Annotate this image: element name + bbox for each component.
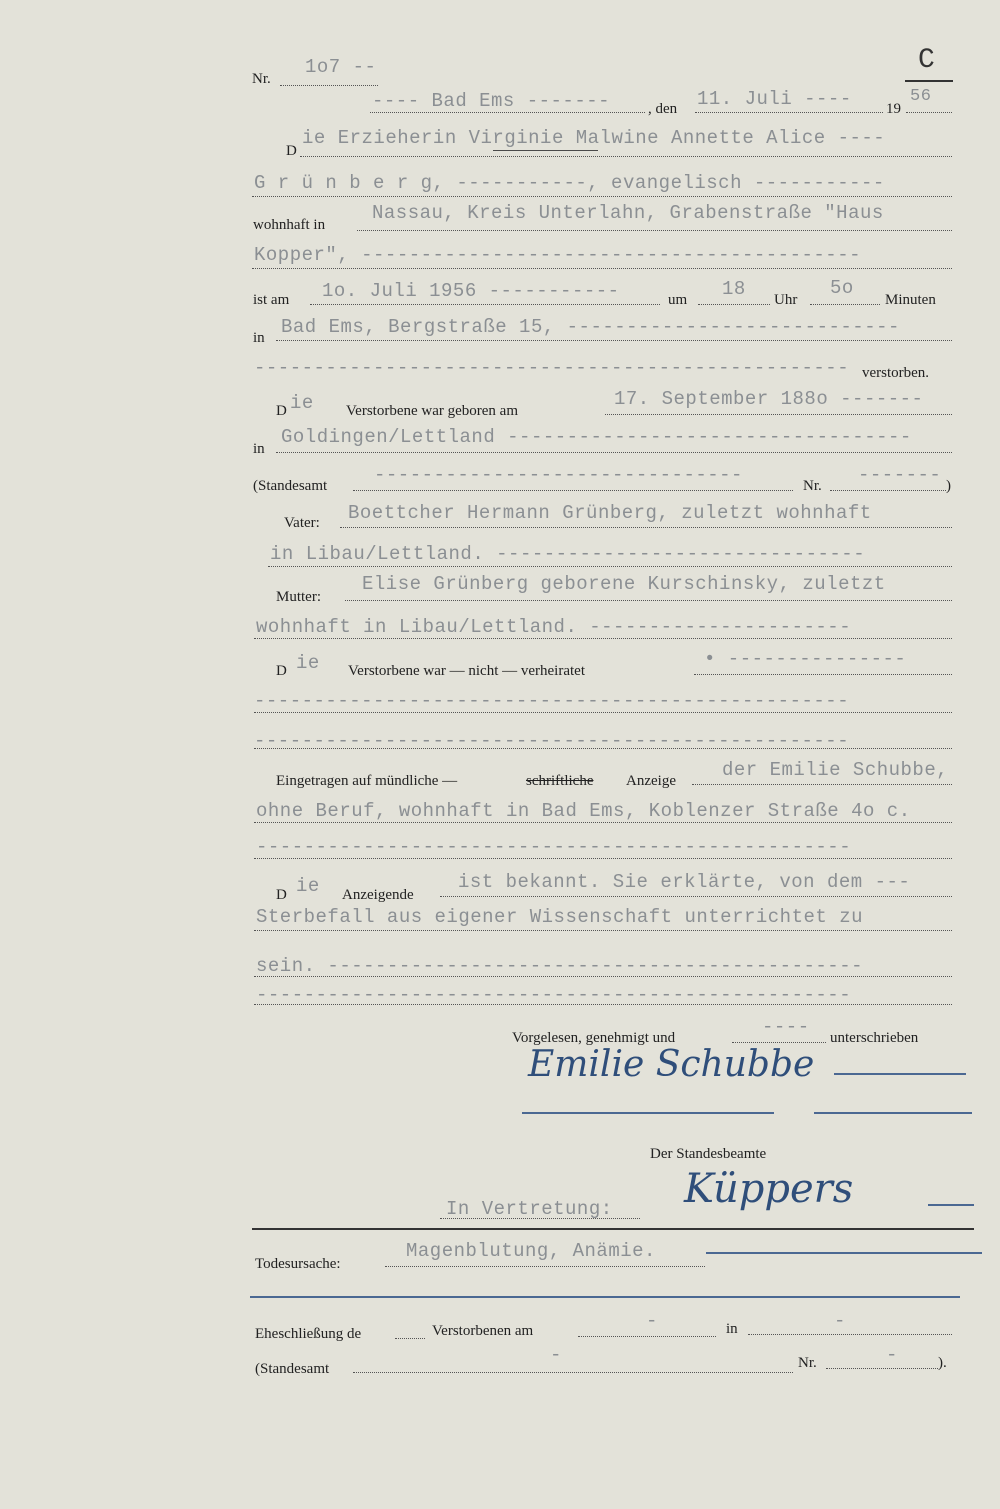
marriage-standesamt-value: - <box>550 1344 562 1366</box>
birth-d-prefix: D <box>276 403 287 419</box>
informant-signature: Emilie Schubbe <box>528 1044 815 1085</box>
marital-label: Verstorbene war — nicht — verheiratet <box>348 663 585 679</box>
marital-d-suffix: ie <box>296 652 320 674</box>
register-letter: C <box>918 45 936 76</box>
signature-line-2b <box>814 1112 972 1114</box>
marriage-label: Eheschließung de <box>255 1326 362 1342</box>
minuten-label: Minuten <box>885 292 936 308</box>
uhr-label: Uhr <box>774 292 798 308</box>
minute-dots <box>810 304 880 305</box>
den-label: , den <box>648 101 678 117</box>
birth-label: Verstorbene war geboren am <box>346 403 519 419</box>
verstorben-label: verstorben. <box>862 365 930 381</box>
report-dots-2 <box>254 822 952 823</box>
death-minute: 5o <box>830 277 854 299</box>
marriage-in-label: in <box>726 1321 738 1337</box>
year-suffix: 56 <box>910 87 932 106</box>
marriage-standesamt-dots <box>353 1372 793 1373</box>
birth-date-dots <box>605 414 952 415</box>
birth-close-paren: ) <box>946 478 951 494</box>
year-prefix: 19 <box>886 101 901 117</box>
marital-dots <box>694 674 952 675</box>
report-value-3: -------------------------------------------------- <box>256 836 852 858</box>
residence-dots-2 <box>252 268 952 269</box>
birth-date: 17. September 188o ------- <box>614 388 924 410</box>
registrar-label: Der Standesbeamte <box>650 1146 767 1162</box>
deputy-text: In Vertretung: <box>446 1198 613 1220</box>
place-value: ---- Bad Ems ------- <box>372 90 611 112</box>
birth-nr-dots <box>830 490 946 491</box>
vater-line-2: in Libau/Lettland. ------------------------------- <box>270 543 866 565</box>
marriage-nr-label: Nr. <box>798 1355 817 1371</box>
marriage-label-mid: Verstorbenen am <box>432 1323 534 1339</box>
marital-dots-1 <box>254 712 952 713</box>
mutter-label: Mutter: <box>276 589 321 605</box>
marriage-date-value: - <box>646 1310 658 1332</box>
marriage-date-dots <box>578 1336 716 1337</box>
marriage-place-dots <box>748 1334 952 1335</box>
birth-standesamt-label: (Standesamt <box>253 478 328 494</box>
mutter-line-2: wohnhaft in Libau/Lettland. ---------------------- <box>256 616 852 638</box>
vater-line-1: Boettcher Hermann Grünberg, zuletzt wohnhaft <box>348 502 872 524</box>
birth-place: Goldingen/Lettland ---------------------------------- <box>281 426 912 448</box>
cause-dots <box>385 1266 705 1267</box>
marriage-place-value: - <box>834 1310 846 1332</box>
informant-value-1: ist bekannt. Sie erklärte, von dem --- <box>458 871 911 893</box>
report-label-end: Anzeige <box>626 773 676 789</box>
marriage-standesamt-label: (Standesamt <box>255 1361 330 1377</box>
informant-dots-4 <box>254 1004 952 1005</box>
nr-label: Nr. <box>252 71 271 87</box>
informant-value-3: sein. --------------------------------------------- <box>256 955 863 977</box>
vater-label: Vater: <box>284 515 320 531</box>
read-label-end: unterschrieben <box>830 1030 919 1046</box>
registrar-signature: Küppers <box>684 1166 854 1212</box>
marriage-nr-value: - <box>886 1344 898 1366</box>
report-label-start: Eingetragen auf mündliche — <box>276 773 458 789</box>
read-label-start: Vorgelesen, genehmigt und <box>512 1030 676 1046</box>
death-place: Bad Ems, Bergstraße 15, ---------------------------- <box>281 316 900 338</box>
year-dots <box>906 112 952 113</box>
marriage-nr-dots <box>826 1368 938 1369</box>
death-date-dots <box>310 304 660 305</box>
date-value: 11. Juli ---- <box>697 88 852 110</box>
residence-line-2: Kopper", ------------------------------------------ <box>254 244 861 266</box>
marital-value: • --------------- <box>704 648 907 670</box>
birth-nr-label: Nr. <box>803 478 822 494</box>
cause-label: Todesursache: <box>255 1256 341 1272</box>
marital-dots-2 <box>254 748 952 749</box>
marital-line-1: -------------------------------------------------- <box>254 690 850 712</box>
nr-dots <box>280 85 378 86</box>
nr-value: 1o7 -- <box>305 56 377 78</box>
marriage-close: ). <box>938 1355 947 1371</box>
place-dots <box>370 112 645 113</box>
given-name-underline <box>493 150 598 151</box>
report-dots-1 <box>692 784 952 785</box>
informant-dots-1 <box>440 896 952 897</box>
ist-am-label: ist am <box>253 292 290 308</box>
deceased-surname: G r ü n b e r g, -----------, evangelisch ----------- <box>254 172 885 194</box>
death-hour: 18 <box>722 278 746 300</box>
um-label: um <box>668 292 688 308</box>
cause-value: Magenblutung, Anämie. <box>406 1240 656 1262</box>
birth-in-label: in <box>253 441 265 457</box>
section-divider <box>252 1228 974 1230</box>
informant-label: Anzeigende <box>342 887 414 903</box>
signature-line-1 <box>834 1073 966 1075</box>
cause-line <box>706 1252 982 1254</box>
vater-dots-2 <box>268 566 952 567</box>
death-date: 1o. Juli 1956 ----------- <box>322 280 620 302</box>
informant-value-4: -------------------------------------------------- <box>256 984 852 1006</box>
read-dots <box>732 1042 826 1043</box>
signature-line-2a <box>522 1112 774 1114</box>
residence-line-1: Nassau, Kreis Unterlahn, Grabenstraße "Haus <box>372 202 884 224</box>
marital-line-2: -------------------------------------------------- <box>254 730 850 752</box>
informant-d-suffix: ie <box>296 875 320 897</box>
death-place-in-label: in <box>253 330 265 346</box>
marital-d-prefix: D <box>276 663 287 679</box>
vater-dots-1 <box>340 527 952 528</box>
date-dots <box>695 112 883 113</box>
deceased-d-prefix: D <box>286 143 297 159</box>
death-dash-line: -------------------------------------------------- <box>254 357 850 379</box>
informant-d-prefix: D <box>276 887 287 903</box>
informant-dots-3 <box>254 976 952 977</box>
birth-standesamt-dots <box>353 490 793 491</box>
marriage-de-dots <box>395 1338 425 1339</box>
death-place-dots <box>276 340 952 341</box>
surname-dots <box>252 196 952 197</box>
name-dots <box>300 156 952 157</box>
register-underline <box>905 80 953 82</box>
report-value-1: der Emilie Schubbe, <box>722 759 949 781</box>
birth-standesamt-value: ------------------------------- <box>374 464 743 486</box>
residence-label: wohnhaft in <box>253 217 326 233</box>
cause-line-2 <box>250 1296 960 1298</box>
registrar-sign-dash <box>928 1204 974 1206</box>
mutter-line-1: Elise Grünberg geborene Kurschinsky, zuletzt <box>362 573 886 595</box>
report-value-2: ohne Beruf, wohnhaft in Bad Ems, Koblenzer Straße 4o c. <box>256 800 911 822</box>
mutter-dots-1 <box>345 600 952 601</box>
informant-dots-2 <box>254 930 952 931</box>
birth-d-suffix: ie <box>290 392 314 414</box>
report-label-struck: schriftliche <box>526 773 594 789</box>
hour-dots <box>698 304 770 305</box>
birth-place-dots <box>276 452 952 453</box>
deceased-name: ie Erzieherin Virginie Malwine Annette Alice ---- <box>302 127 886 149</box>
deputy-dots <box>440 1218 640 1219</box>
birth-nr-value: ------- <box>858 464 942 486</box>
mutter-dots-2 <box>254 638 952 639</box>
residence-dots-1 <box>357 230 952 231</box>
report-dots-3 <box>254 858 952 859</box>
read-value: ---- <box>762 1016 810 1038</box>
informant-value-2: Sterbefall aus eigener Wissenschaft unterrichtet zu <box>256 906 863 928</box>
